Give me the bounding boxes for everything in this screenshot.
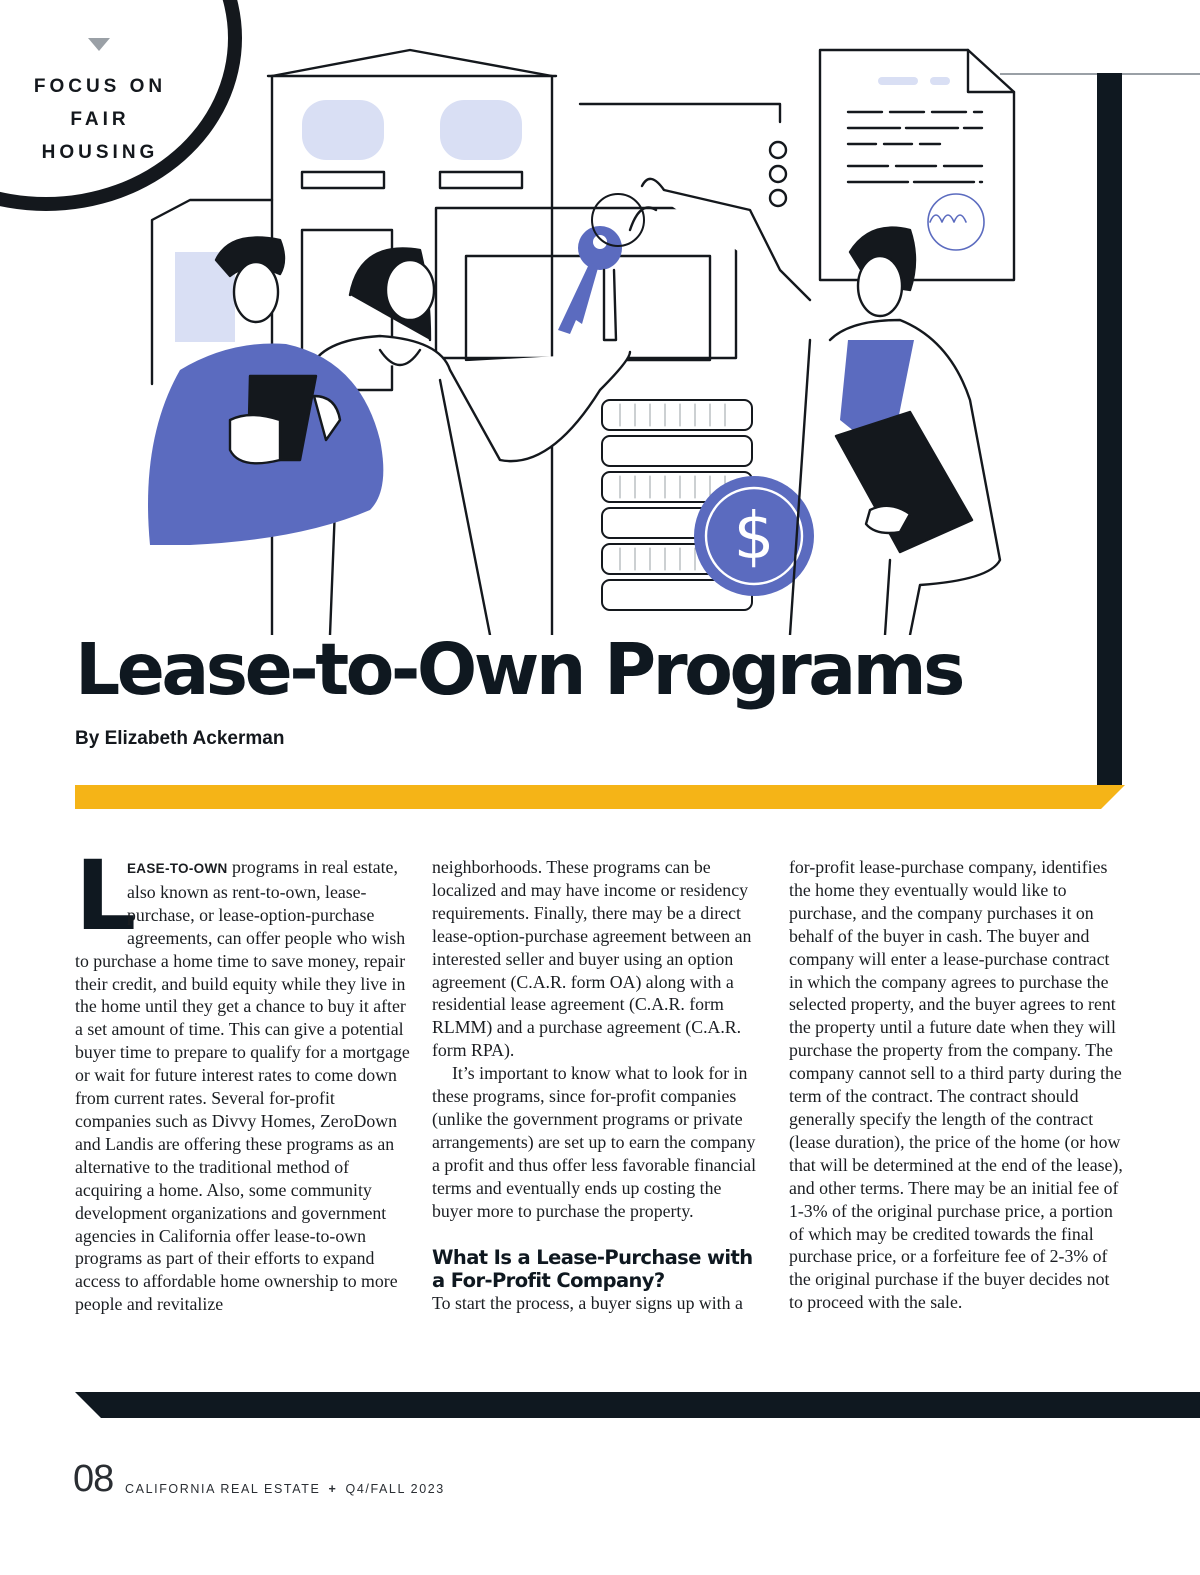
yellow-divider-band (75, 785, 1125, 810)
lead-in: EASE-TO-OWN (127, 861, 228, 876)
page-number: 08 (73, 1458, 114, 1500)
dollar-icon: $ (733, 500, 775, 574)
bottom-divider-band (75, 1392, 1200, 1418)
issue-label: Q4/FALL 2023 (345, 1482, 445, 1496)
plus-icon: + (328, 1482, 338, 1496)
publication-line (125, 1482, 445, 1496)
body-column-3 (789, 856, 1124, 1314)
badge-line-2: FAIR (70, 109, 130, 130)
badge-line-1: FOCUS ON (33, 76, 167, 97)
column-1-text: programs in real estate, also known as rent-to-own, lease-purchase, or lease-option-purchase agreements, can offer people who wish to purchase a home time to save money, repair their credit, and build equity while they live in the home until they get a chance to buy it after a set amount of time. This can give a potential buyer time to prepare to qualify for a mortgage or wait for future interest rates to come down from current rates. Several for-profit companies such as Divvy Homes, ZeroDown and Landis are offering these programs as an alternative to the traditional method of acquiring a home. Also, some community development organizations and government agencies in California offer lease-to-own programs as part of their efforts to expand access to affordable home ownership to more people and revitalize (75, 857, 410, 1315)
drop-cap: L (75, 840, 137, 952)
lease-to-own-illustration (130, 40, 1020, 635)
body-column-1 (75, 840, 410, 1316)
column-3-text: for-profit lease-purchase company, identifies the home they eventually would like to purchase, and the company purchases it on behalf of the buyer in cash. The buyer and company will enter a lease-purchase contract in which the company agrees to purchase the selected property, and the buyer agrees to rent the property until a future date when they will purchase the property from the company. The company cannot sell to a third party during the term of the contract. The contract should generally specify the length of the contract (lease duration), the price of the home (or how that will be determined at the end of the lease), and other terms. There may be an initial fee of 1-3% of the original purchase price, a portion of which may be credited towards the final purchase price, or a forfeiture fee of 2-3% of the original purchase if the buyer decides not to proceed with the sale. (789, 857, 1123, 1313)
publication-name: CALIFORNIA REAL ESTATE (125, 1482, 321, 1496)
badge-line-3: HOUSING (41, 142, 159, 163)
column-2-paragraph-1: neighborhoods. These programs can be localized and may have income or residency requirements. Finally, there may be a direct lease-option-purchase agreement between an interested seller and buyer using an option agreement (C.A.R. form OA) along with a residential lease agreement (C.A.R. form RLMM) and a purchase agreement (C.A.R. form RPA). (432, 857, 752, 1061)
section-subhead: What Is a Lease-Purchase with a For-Profit Company? (432, 1245, 753, 1292)
column-2-paragraph-3: To start the process, a buyer signs up with a (432, 1292, 743, 1313)
article-byline: By Elizabeth Ackerman (75, 728, 285, 749)
article-title: Lease-to-Own Programs (75, 628, 962, 711)
triangle-down-icon (88, 38, 110, 51)
right-accent-bar (1097, 73, 1122, 785)
body-column-2 (432, 856, 762, 1314)
column-2-paragraph-2: It’s important to know what to look for in these programs, since for-profit companies (unlike the government programs or private arrangements) are set up to earn the company a profit and thus offer less favorable financial terms and eventually ends up costing the buyer more to purchase the property. (432, 1063, 757, 1221)
